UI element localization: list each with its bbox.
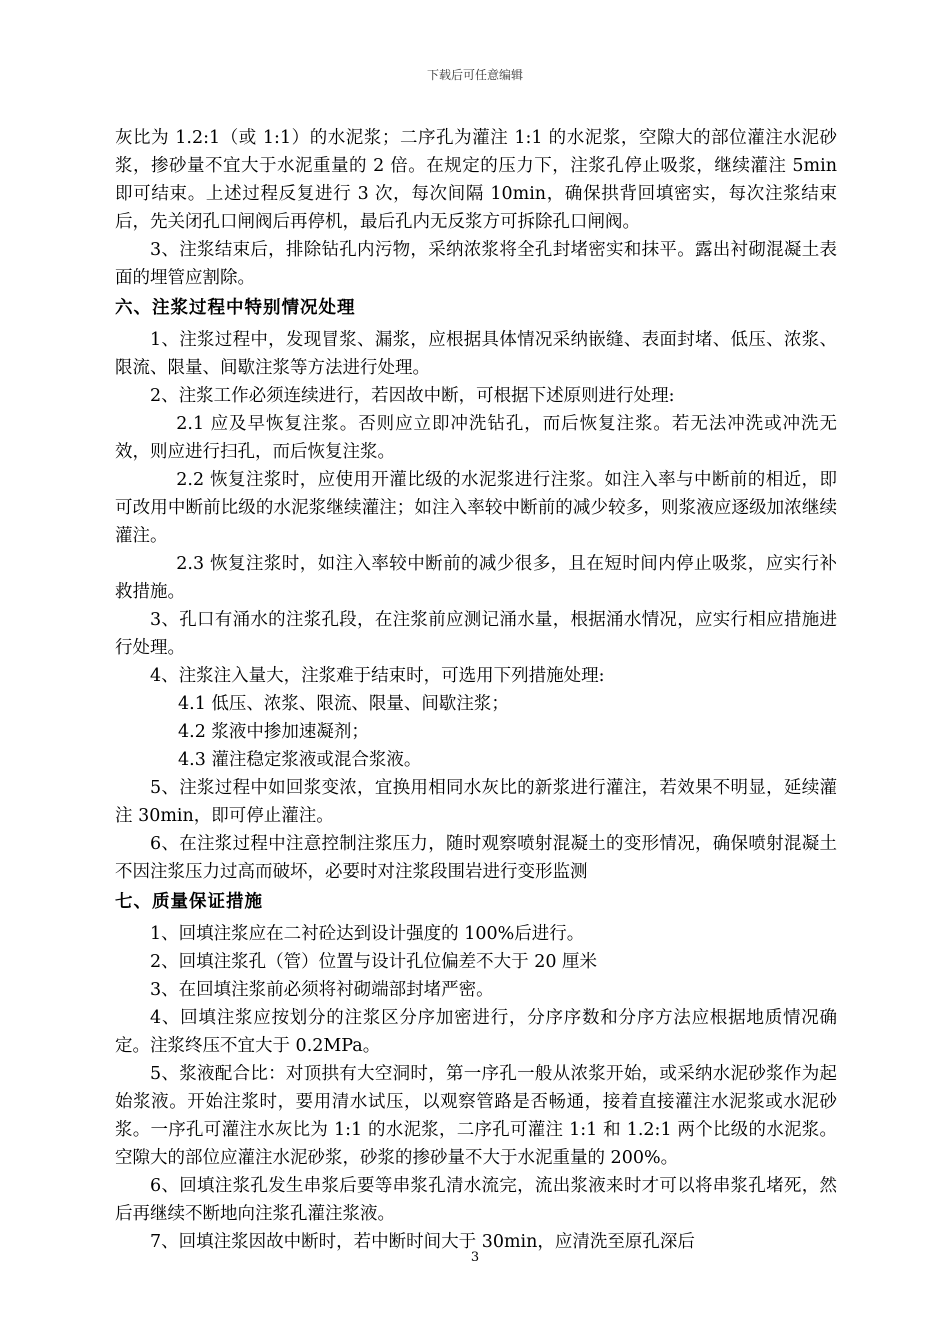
list-item: 5、注浆过程中如回浆变浓，宜换用相同水灰比的新浆进行灌注，若效果不明显，延续灌注 30min，即可停止灌注。 — [115, 778, 837, 826]
document-body — [115, 124, 837, 1256]
list-item: 6、在注浆过程中注意控制注浆压力，随时观察喷射混凝土的变形情况，确保喷射混凝土不因注浆压力过高而破坏，必要时对注浆段围岩进行变形监测 — [115, 834, 837, 882]
list-item: 1、注浆过程中，发现冒浆、漏浆，应根据具体情况采纳嵌缝、表面封堵、低压、浓浆、限流、限量、间歇注浆等方法进行处理。 — [115, 330, 837, 378]
page-header: 下载后可任意编辑 — [426, 68, 523, 82]
list-item: 4、回填注浆应按划分的注浆区分序加密进行，分序序数和分序方法应根据地质情况确定。注浆终压不宜大于 0.2MPa。 — [115, 1008, 837, 1056]
list-item: 3、孔口有涌水的注浆孔段，在注浆前应测记涌水量，根据涌水情况，应实行相应措施进行处理。 — [115, 610, 837, 658]
list-item: 7、回填注浆因故中断时，若中断时间大于 30min，应清洗至原孔深后 — [150, 1232, 695, 1252]
list-item: 2、回填注浆孔（管）位置与设计孔位偏差不大于 20 厘米 — [150, 952, 598, 972]
list-item: 5、浆液配合比：对顶拱有大空洞时，第一序孔一般从浓浆开始，或采纳水泥砂浆作为起始浆液。开始注浆时，要用清水试压，以观察管路是否畅通，接着直接灌注水泥浆或水泥砂浆。一序孔可灌注水灰比为 1:1 的水泥浆，二序孔可灌注 1:1 和 1.2:1 两个比级的水泥浆。空隙大的部位应灌注水泥砂浆，砂浆的掺砂量不大于水泥重量的 200%。 — [115, 1064, 837, 1168]
section-heading-6: 六、注浆过程中特别情况处理 — [115, 298, 356, 318]
list-item: 6、回填注浆孔发生串浆后要等串浆孔清水流完，流出浆液来时才可以将串浆孔堵死，然后再继续不断地向注浆孔灌注浆液。 — [115, 1176, 837, 1224]
paragraph-continuation: 灰比为 1.2:1（或 1:1）的水泥浆；二序孔为灌注 1:1 的水泥浆，空隙大的部位灌注水泥砂浆，掺砂量不宜大于水泥重量的 2 倍。在规定的压力下，注浆孔停止吸浆，继续灌注 5min 即可结束。上述过程反复进行 3 次，每次间隔 10min，确保拱背回填密实，每次注浆结束后，先关闭孔口闸阀后再停机，最后孔内无反浆方可拆除孔口闸阀。 — [115, 128, 837, 232]
list-item: 3、在回填注浆前必须将衬砌端部封堵严密。 — [150, 980, 494, 1000]
list-subitem: 2.1 应及早恢复注浆。否则应立即冲洗钻孔，而后恢复注浆。若无法冲洗或冲洗无效，则应进行扫孔，而后恢复注浆。 — [115, 414, 837, 462]
list-item: 1、回填注浆应在二衬砼达到设计强度的 100%后进行。 — [150, 924, 585, 944]
list-subitem: 4.1 低压、浓浆、限流、限量、间歇注浆； — [178, 694, 509, 714]
list-subitem: 2.2 恢复注浆时，应使用开灌比级的水泥浆进行注浆。如注入率与中断前的相近，即可改用中断前比级的水泥浆继续灌注；如注入率较中断前的减少较多，则浆液应逐级加浓继续灌注。 — [115, 470, 837, 546]
list-item: 2、注浆工作必须连续进行，若因故中断，可根据下述原则进行处理: — [150, 386, 675, 406]
section-heading-7: 七、质量保证措施 — [115, 892, 263, 912]
list-subitem: 2.3 恢复注浆时，如注入率较中断前的减少很多，且在短时间内停止吸浆，应实行补救措施。 — [115, 554, 837, 602]
paragraph-grouting-end: 3、注浆结束后，排除钻孔内污物，采纳浓浆将全孔封堵密实和抹平。露出衬砌混凝土表面的埋管应割除。 — [115, 240, 837, 288]
list-item: 4、注浆注入量大，注浆难于结束时，可选用下列措施处理: — [150, 666, 605, 686]
page-number: 3 — [470, 1250, 480, 1265]
list-subitem: 4.3 灌注稳定浆液或混合浆液。 — [178, 750, 422, 770]
list-subitem: 4.2 浆液中掺加速凝剂； — [178, 722, 369, 742]
